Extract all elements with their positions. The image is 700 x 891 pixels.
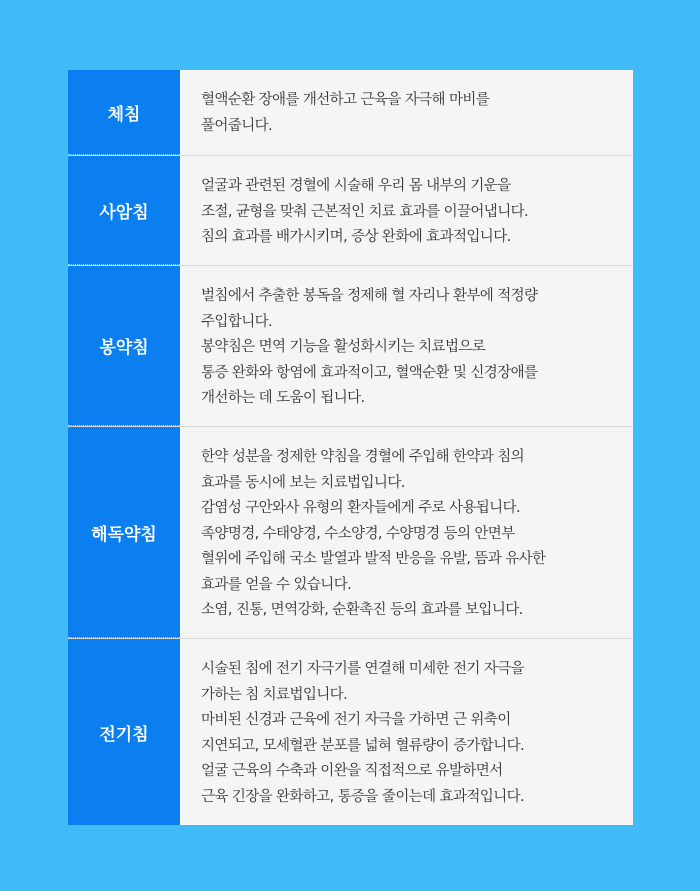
description-line: 풀어줍니다. [201, 117, 273, 134]
row-description [180, 427, 633, 638]
description-line: 얼굴과 관련된 경혈에 시술해 우리 몸 내부의 기운을 [201, 178, 511, 194]
description-line: 개선하는 데 도움이 됩니다. [201, 390, 365, 406]
row-label: 해독약침 [68, 427, 180, 638]
table-row [68, 156, 633, 266]
description-line: 얼굴 근육의 수축과 이완을 직접적으로 유발하면서 [201, 763, 503, 779]
treatment-table [68, 70, 633, 825]
description-line: 봉약침은 면역 기능을 활성화시키는 치료법으로 [201, 339, 486, 355]
table-row [68, 427, 633, 639]
description-line: 가하는 침 치료법입니다. [201, 686, 348, 703]
description-line: 조절, 균형을 맞춰 근본적인 치료 효과를 이끌어냅니다. [201, 203, 529, 220]
description-line: 통증 완화와 항염에 효과적이고, 혈액순환 및 신경장애를 [201, 364, 538, 381]
row-description [180, 266, 633, 426]
description-line: 근육 긴장을 완화하고, 통증을 줄이는데 효과적입니다. [201, 788, 525, 805]
description-line: 주입합니다. [201, 313, 273, 330]
description-line: 감염성 구안와사 유형의 환자들에게 주로 사용됩니다. [201, 500, 521, 516]
description-line: 벌침에서 추출한 봉독을 정제해 혈 자리나 환부에 적정량 [201, 288, 538, 304]
description-line: 마비된 신경과 근육에 전기 자극을 가하면 근 위축이 [201, 712, 511, 728]
description-line: 혈위에 주입해 국소 발열과 발적 반응을 유발, 뜸과 유사한 [201, 551, 546, 567]
row-description [180, 639, 633, 825]
row-label: 봉약침 [68, 266, 180, 426]
table-row [68, 70, 633, 156]
row-label: 전기침 [68, 639, 180, 825]
row-description [180, 156, 633, 265]
description-line: 침의 효과를 배가시키며, 증상 완화에 효과적입니다. [201, 229, 511, 245]
description-line: 족양명경, 수태양경, 수소양경, 수양명경 등의 안면부 [201, 525, 515, 542]
table-row [68, 266, 633, 427]
description-line: 지연되고, 모세혈관 분포를 넓혀 혈류량이 증가합니다. [201, 737, 525, 754]
description-line: 한약 성분을 정제한 약침을 경혈에 주입해 한약과 침의 [201, 449, 525, 465]
row-label: 사암침 [68, 156, 180, 265]
description-line: 소염, 진통, 면역강화, 순환촉진 등의 효과를 보입니다. [201, 602, 523, 618]
row-label: 체침 [68, 70, 180, 155]
description-line: 시술된 침에 전기 자극기를 연결해 미세한 전기 자극을 [201, 661, 525, 677]
description-line: 효과를 얻을 수 있습니다. [201, 576, 352, 593]
table-row [68, 639, 633, 825]
description-line: 혈액순환 장애를 개선하고 근육을 자극해 마비를 [201, 92, 490, 108]
row-description [180, 70, 633, 155]
description-line: 효과를 동시에 보는 치료법입니다. [201, 474, 405, 491]
